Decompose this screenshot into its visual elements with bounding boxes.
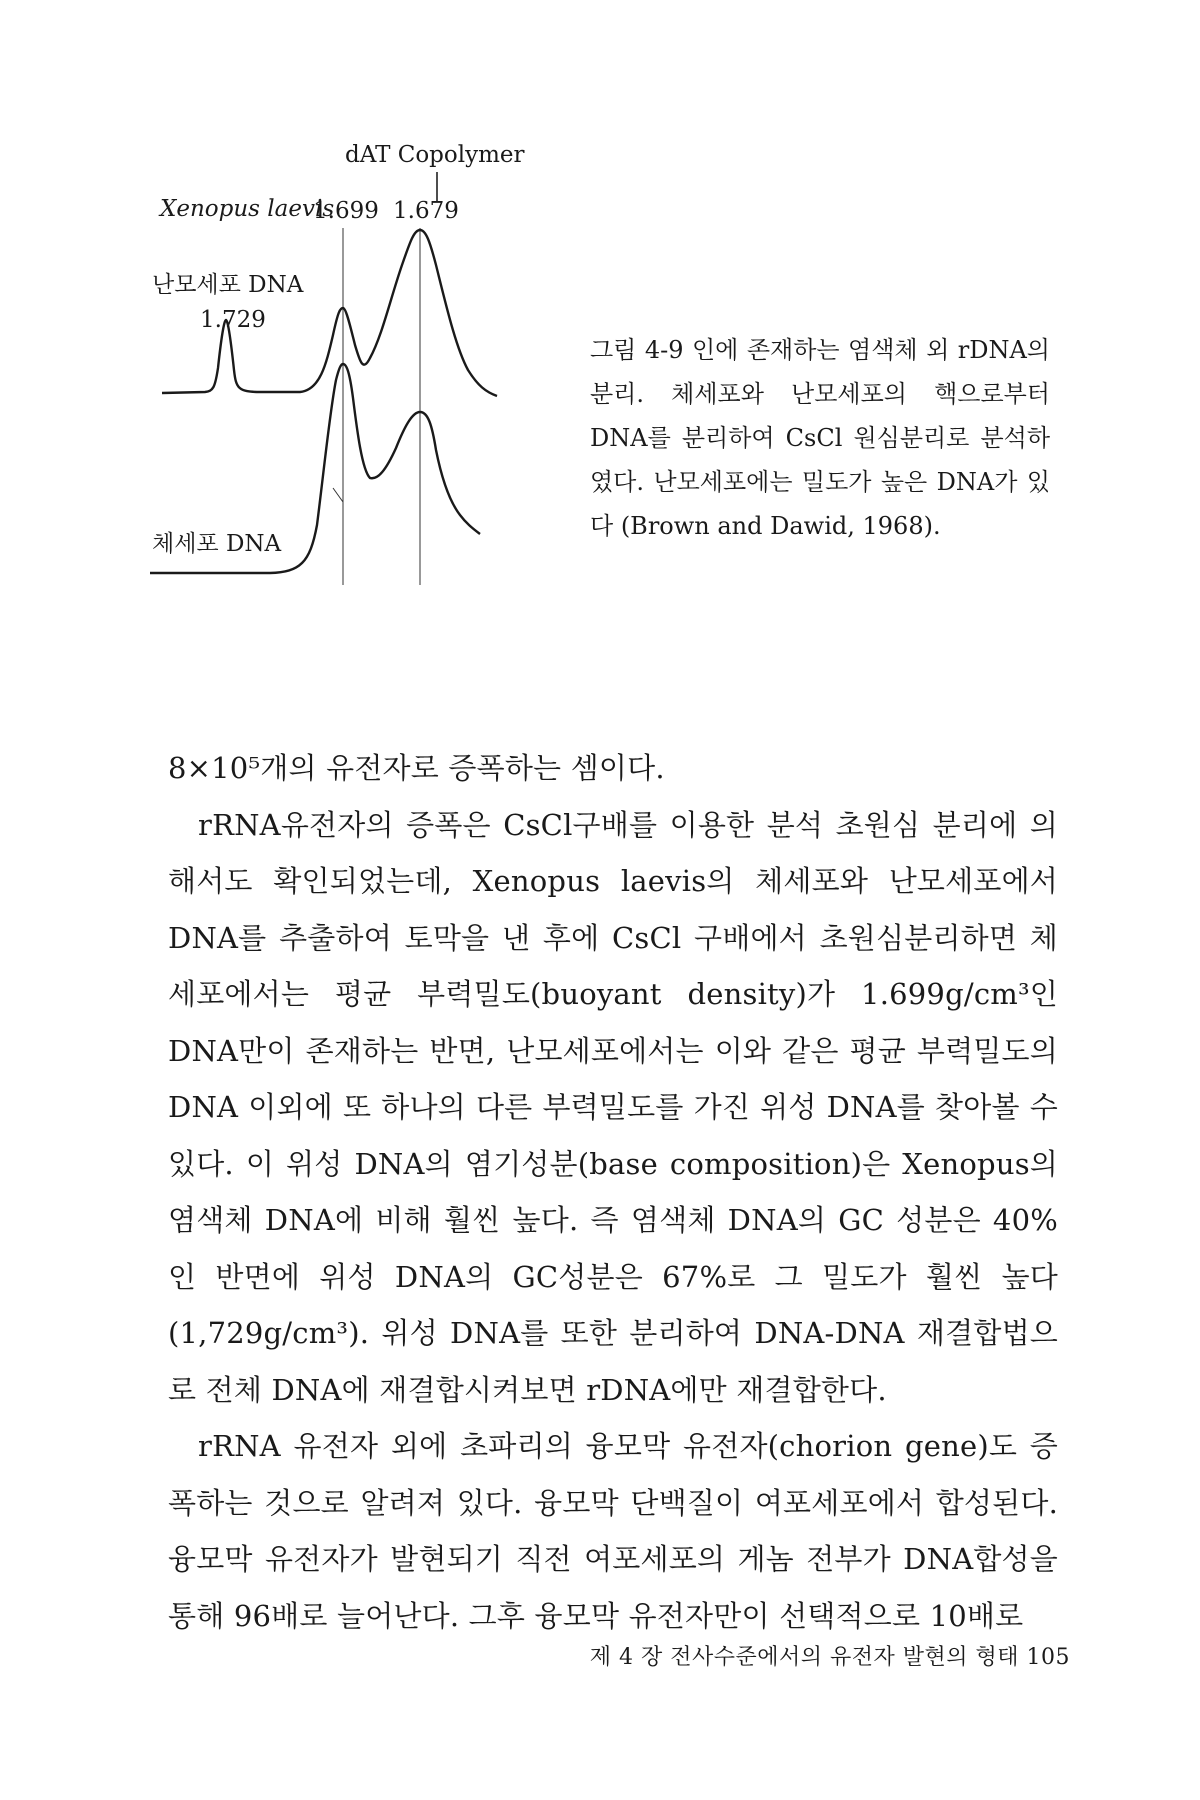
somatic-tick — [333, 488, 343, 502]
oocyte-density-label: 1.729 — [200, 307, 266, 333]
page-footer: 제 4 장 전사수준에서의 유전자 발현의 형태 105 — [589, 1645, 1070, 1670]
body-text — [168, 740, 1058, 1644]
paragraph-1: 8×10⁵개의 유전자로 증폭하는 셈이다. — [168, 751, 665, 785]
oocyte-dna-label: 난모세포 DNA — [152, 272, 304, 298]
paragraph-3: rRNA 유전자 외에 초파리의 융모막 유전자(chorion gene)도 증폭하는 것으로 알려져 있다. 융모막 단백질이 여포세포에서 합성된다. 융모막 유전자가 발현되기 직전 여포세포의 게놈 전부가 DNA합성을 통해 96배로 늘어난다. 그후 융모막 유전자만이 선택적으로 10배로 — [168, 1429, 1058, 1633]
somatic-dna-label: 체세포 DNA — [152, 531, 282, 557]
dat-copolymer-label: dAT Copolymer — [345, 142, 525, 168]
density-1679-label: 1.679 — [393, 198, 459, 224]
paragraph-2: rRNA유전자의 증폭은 CsCl구배를 이용한 분석 초원심 분리에 의해서도 확인되었는데, Xenopus laevis의 체세포와 난모세포에서 DNA를 추출하여 토막을 낸 후에 CsCl 구배에서 초원심분리하면 체세포에서는 평균 부력밀도(buoyant density)가 1.699g/cm³인 DNA만이 존재하는 반면, 난모세포에서는 이와 같은 평균 부력밀도의 DNA 이외에 또 하나의 다른 부력밀도를 가진 위성 DNA를 찾아볼 수 있다. 이 위성 DNA의 염기성분(base composition)은 Xenopus의 염색체 DNA에 비해 훨씬 높다. 즉 염색체 DNA의 GC 성분은 40%인 반면에 위성 DNA의 GC성분은 67%로 그 밀도가 훨씬 높다(1,729g/cm³). 위성 DNA를 또한 분리하여 DNA-DNA 재결합법으로 전체 DNA에 재결합시켜보면 rDNA에만 재결합한다. — [168, 807, 1058, 1407]
species-label: Xenopus laevis — [160, 196, 335, 222]
figure-caption: 그림 4-9 인에 존재하는 염색체 외 rDNA의 분리. 체세포와 난모세포의 핵으로부터 DNA를 분리하여 CsCl 원심분리로 분석하였다. 난모세포에는 밀도가 높은 DNA가 있다 (Brown and Dawid, 1968). — [590, 336, 1050, 540]
density-1699-label: 1.699 — [313, 198, 379, 224]
